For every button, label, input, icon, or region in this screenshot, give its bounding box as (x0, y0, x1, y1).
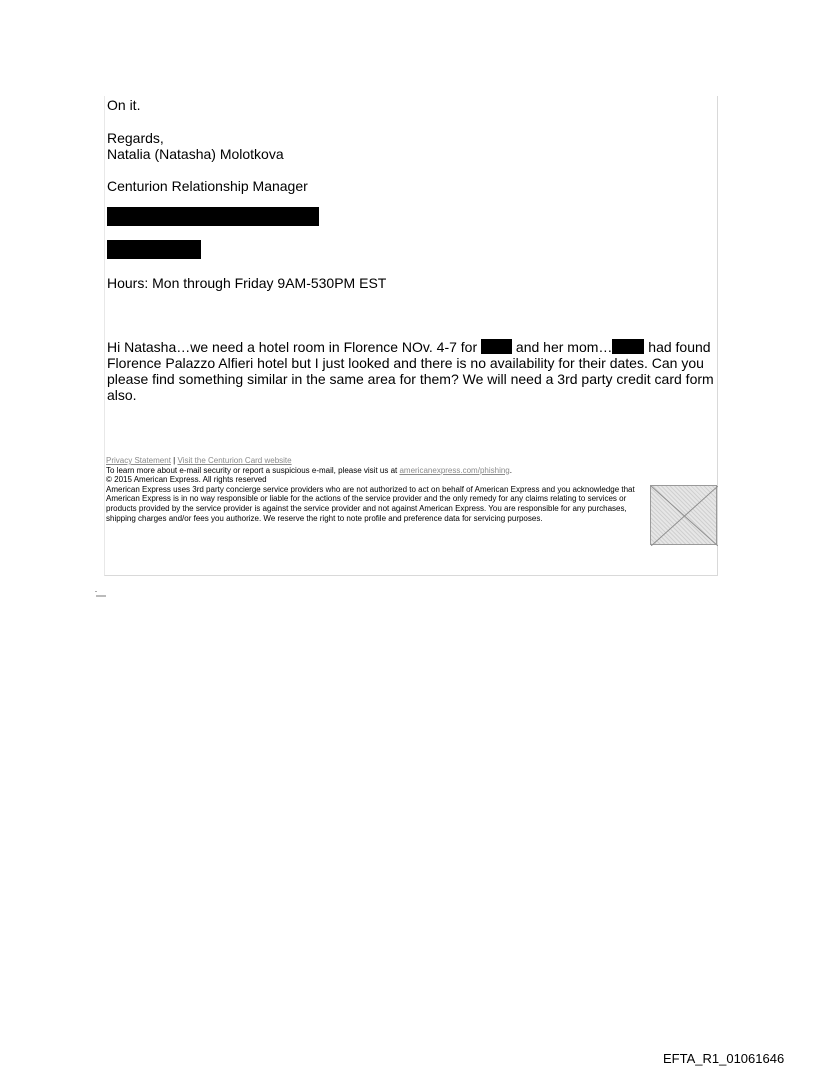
disclaimer-text: American Express uses 3rd party concierge service providers who are not authorized to act on behalf of American Express and you acknowledge that American Express is in no way responsible or liable for the actions of the service provider and the only remedy for any claims relating to services or products provided by the service provider is against the service provider and not against American Express. You are responsible for any purchases, shipping charges and/or fees you authorize. We reserve the right to note profile and preference data for servicing purposes. (106, 484, 635, 523)
signature-closing: Regards, (107, 130, 164, 146)
page-mark (95, 590, 107, 597)
signature-hours: Hours: Mon through Friday 9AM-530PM EST (107, 275, 387, 291)
footer-links (106, 456, 651, 466)
broken-image-placeholder (650, 485, 717, 545)
security-notice-suffix: . (509, 465, 512, 475)
copyright-notice: © 2015 American Express. All rights reserved (106, 475, 267, 485)
redaction-bar (481, 339, 512, 354)
message-body (107, 339, 719, 403)
message-text: and her mom… (515, 339, 613, 355)
broken-image-icon (651, 486, 718, 546)
document-id: EFTA_R1_01061646 (663, 1051, 785, 1066)
message-text: Hi Natasha…we need a hotel room in Florence NOv. 4-7 for (107, 339, 478, 355)
redaction-bar (612, 339, 644, 354)
message-text: had found Florence Palazzo Alfieri hotel but I just looked and there is no availability for their dates. Can you please find something similar in the same area for them? We will need a 3rd party credit card form also. (107, 339, 714, 403)
reply-text: On it. (107, 97, 141, 113)
redaction-bar (107, 240, 201, 259)
link-separator: | (173, 456, 176, 465)
phishing-link[interactable]: americanexpress.com/phishing (399, 465, 510, 475)
signature-title: Centurion Relationship Manager (107, 178, 308, 194)
signature-name: Natalia (Natasha) Molotkova (107, 146, 284, 162)
security-notice (106, 466, 651, 476)
redaction-bar (107, 207, 319, 226)
centurion-website-link[interactable]: Visit the Centurion Card website (177, 456, 292, 465)
security-notice-text: To learn more about e-mail security or report a suspicious e-mail, please visit us at (106, 465, 398, 475)
privacy-statement-link[interactable]: Privacy Statement (106, 456, 171, 465)
email-footer (106, 456, 651, 523)
